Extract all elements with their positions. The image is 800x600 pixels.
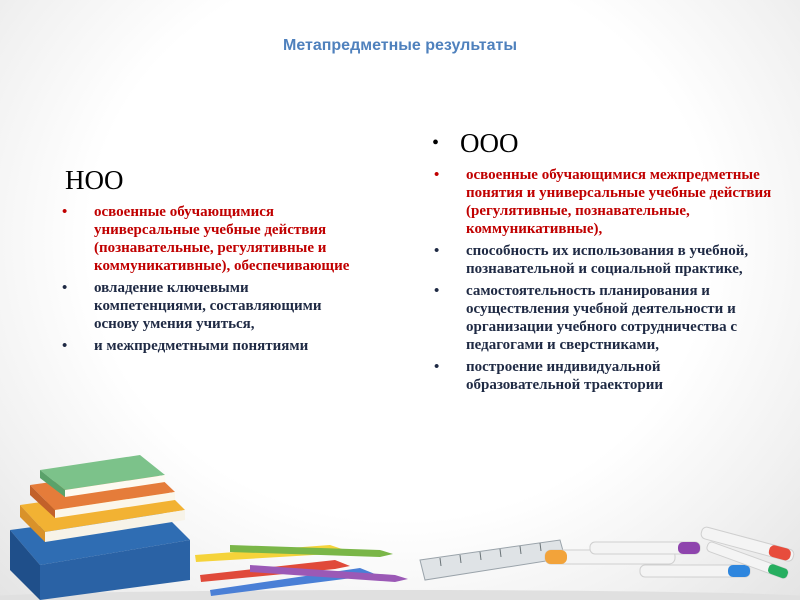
noo-column	[60, 165, 360, 359]
list-item-text: способность их использования в учебной, познавательной и социальной практике,	[466, 243, 749, 277]
bullet-icon: •	[434, 359, 440, 375]
bullet-icon: •	[434, 283, 440, 299]
bullet-icon: •	[432, 131, 440, 154]
ruler-icon	[420, 540, 565, 580]
ooo-column	[432, 128, 772, 398]
list-item	[60, 203, 360, 275]
ooo-heading-row	[432, 128, 772, 158]
list-item	[432, 282, 772, 354]
list-item-text: освоенные обучающимися универсальные учебные действия (познавательные, регулятивные и коммуникативные), обеспечивающие	[94, 204, 350, 274]
bullet-icon: •	[62, 280, 68, 296]
list-item-text: самостоятельность планирования и осуществления учебной деятельности и организации учебного сотрудничества с педагогами и сверстниками,	[466, 283, 738, 353]
list-item	[432, 166, 772, 238]
bullet-icon: •	[434, 167, 440, 183]
slide-title: Метапредметные результаты	[282, 37, 517, 54]
list-item	[432, 242, 772, 278]
noo-heading: НОО	[65, 165, 124, 195]
list-item-text: овладение ключевыми компетенциями, составляющими основу умения учиться,	[94, 280, 322, 332]
bullet-icon: •	[62, 204, 68, 220]
books-icon	[10, 455, 190, 600]
bullet-icon: •	[62, 338, 68, 354]
markers-icon	[545, 526, 795, 579]
noo-list	[60, 203, 360, 355]
list-item-text: освоенные обучающимися межпредметные понятия и универсальные учебные действия (регулятивные, познавательные, коммуникативные),	[466, 167, 772, 237]
list-item	[60, 337, 360, 355]
ooo-list	[432, 166, 772, 394]
school-supplies-illustration	[0, 440, 800, 600]
list-item	[432, 358, 772, 394]
bullet-icon: •	[434, 243, 440, 259]
ooo-heading: ООО	[460, 128, 519, 158]
pencils-icon	[195, 545, 408, 596]
list-item-text: и межпредметными понятиями	[94, 338, 309, 354]
list-item	[60, 279, 360, 333]
list-item-text: построение индивидуальной образовательной траектории	[466, 359, 664, 393]
